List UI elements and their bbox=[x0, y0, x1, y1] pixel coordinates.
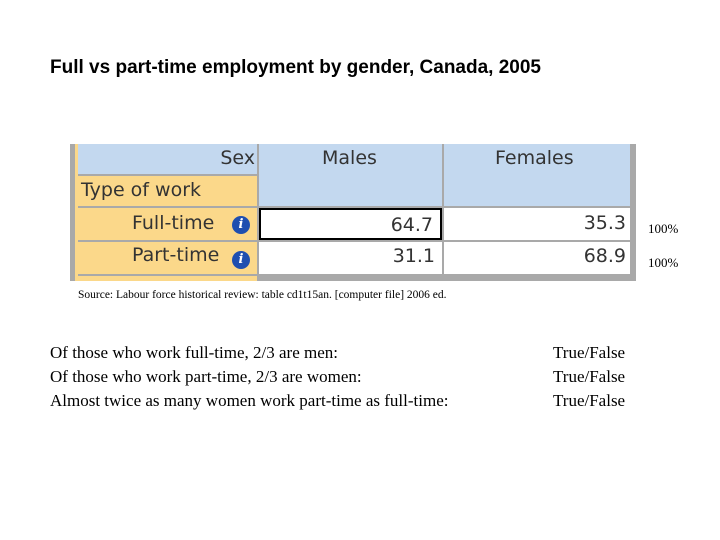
info-icon[interactable]: i bbox=[232, 251, 250, 269]
answer-true-false: True/False bbox=[553, 367, 626, 386]
row-label-part-time bbox=[78, 242, 257, 274]
corner-label-sex: Sex bbox=[78, 144, 257, 174]
question-text: Of those who work full-time, 2/3 are men: bbox=[50, 343, 338, 362]
table-bottom-strip bbox=[78, 276, 257, 281]
row-header-label: Type of work bbox=[78, 176, 257, 206]
cell-part-time-females[interactable]: 68.9 bbox=[444, 242, 630, 274]
cell-full-time-males[interactable]: 64.7 bbox=[259, 208, 442, 240]
row-label-text: Full-time bbox=[132, 212, 215, 234]
source-note: Source: Labour force historical review: table cd1t15an. [computer file] 2006 ed. bbox=[78, 289, 447, 301]
page-title: Full vs part-time employment by gender, Canada, 2005 bbox=[50, 57, 541, 78]
info-icon[interactable]: i bbox=[232, 216, 250, 234]
cell-full-time-females[interactable]: 35.3 bbox=[444, 208, 630, 240]
employment-table bbox=[70, 144, 636, 281]
question-text: Almost twice as many women work part-time as full-time: bbox=[50, 391, 449, 410]
row-label-full-time bbox=[78, 208, 257, 240]
row-total-full-time: 100% bbox=[648, 221, 679, 236]
column-header-females: Females bbox=[444, 144, 630, 206]
cell-part-time-males[interactable]: 31.1 bbox=[259, 242, 442, 274]
row-total-part-time: 100% bbox=[648, 255, 679, 270]
question-text: Of those who work part-time, 2/3 are women: bbox=[50, 367, 362, 386]
answer-true-false: True/False bbox=[553, 391, 626, 410]
column-header-males: Males bbox=[259, 144, 442, 206]
answer-true-false: True/False bbox=[553, 343, 626, 362]
row-label-text: Part-time bbox=[132, 244, 220, 266]
